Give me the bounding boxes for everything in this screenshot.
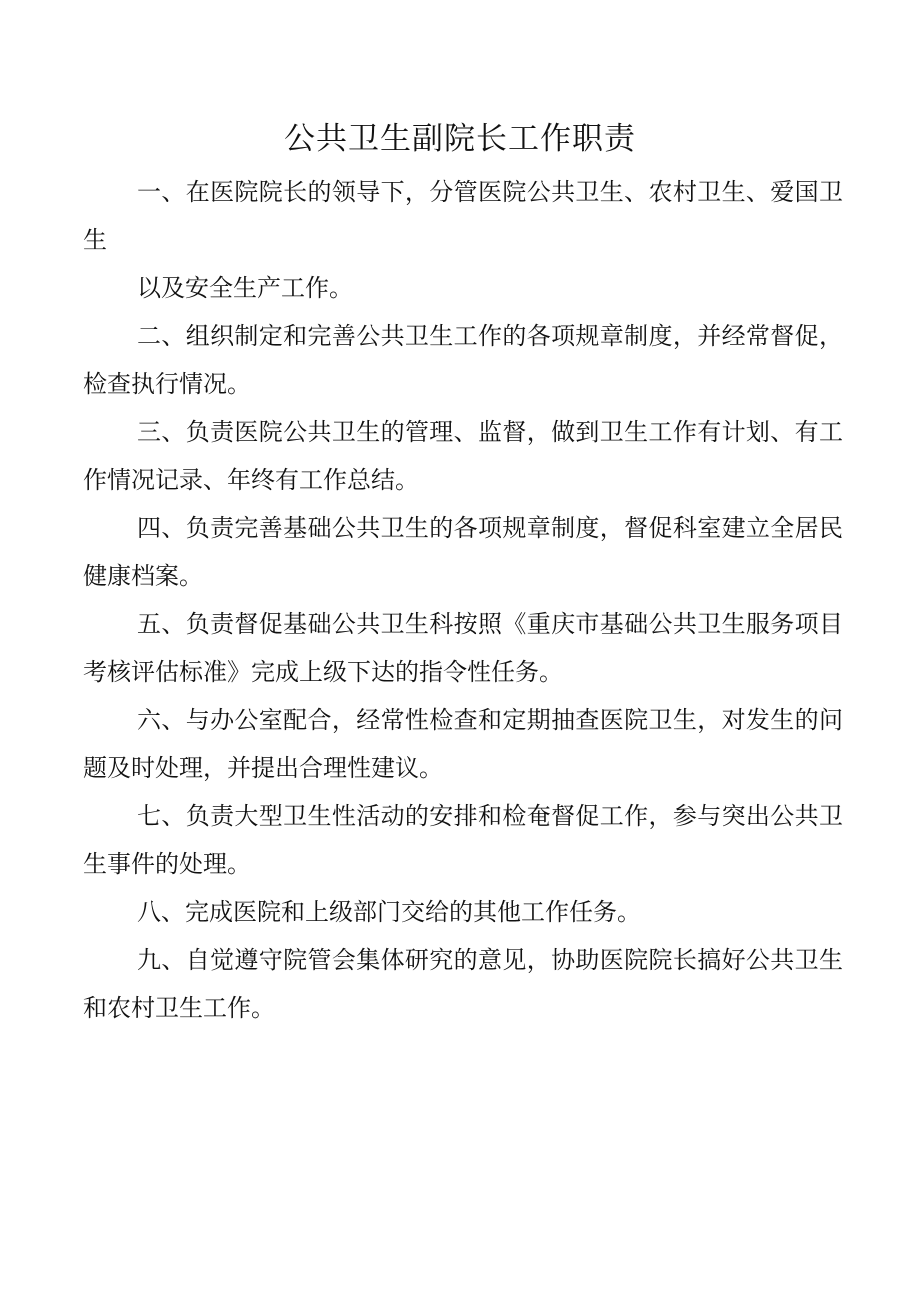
paragraph-5: 五、负责督促基础公共卫生科按照《重庆市基础公共卫生服务项目考核评估标准》完成上级下达的指令性任务。 <box>83 610 843 686</box>
paragraph-6: 六、与办公室配合，经常性检查和定期抽查医院卫生，对发生的问题及时处理，并提出合理性建议。 <box>83 706 843 782</box>
paragraph-4: 四、负责完善基础公共卫生的各项规章制度，督促科室建立全居民健康档案。 <box>83 514 843 590</box>
paragraph-8: 八、完成医院和上级部门交给的其他工作任务。 <box>137 898 641 926</box>
paragraph-2: 二、组织制定和完善公共卫生工作的各项规章制度，并经常督促，检查执行情况。 <box>83 322 843 398</box>
document-body <box>83 168 843 1032</box>
paragraph-3: 三、负责医院公共卫生的管理、监督，做到卫生工作有计划、有工作情况记录、年终有工作总结。 <box>83 418 843 494</box>
paragraph-7: 七、负责大型卫生性活动的安排和检奄督促工作，参与突出公共卫生事件的处理。 <box>83 802 843 878</box>
paragraph-9: 九、自觉遵守院管会集体研究的意见，协助医院院长搞好公共卫生和农村卫生工作。 <box>83 946 843 1022</box>
paragraph-1-continuation: 以及安全生产工作。 <box>137 274 353 302</box>
paragraph-1-first-line: 一、在医院院长的领导下，分管医院公共卫生、农村卫生、爱国卫生 <box>83 178 843 254</box>
document-title: 公共卫生副院长工作职责 <box>284 121 636 157</box>
